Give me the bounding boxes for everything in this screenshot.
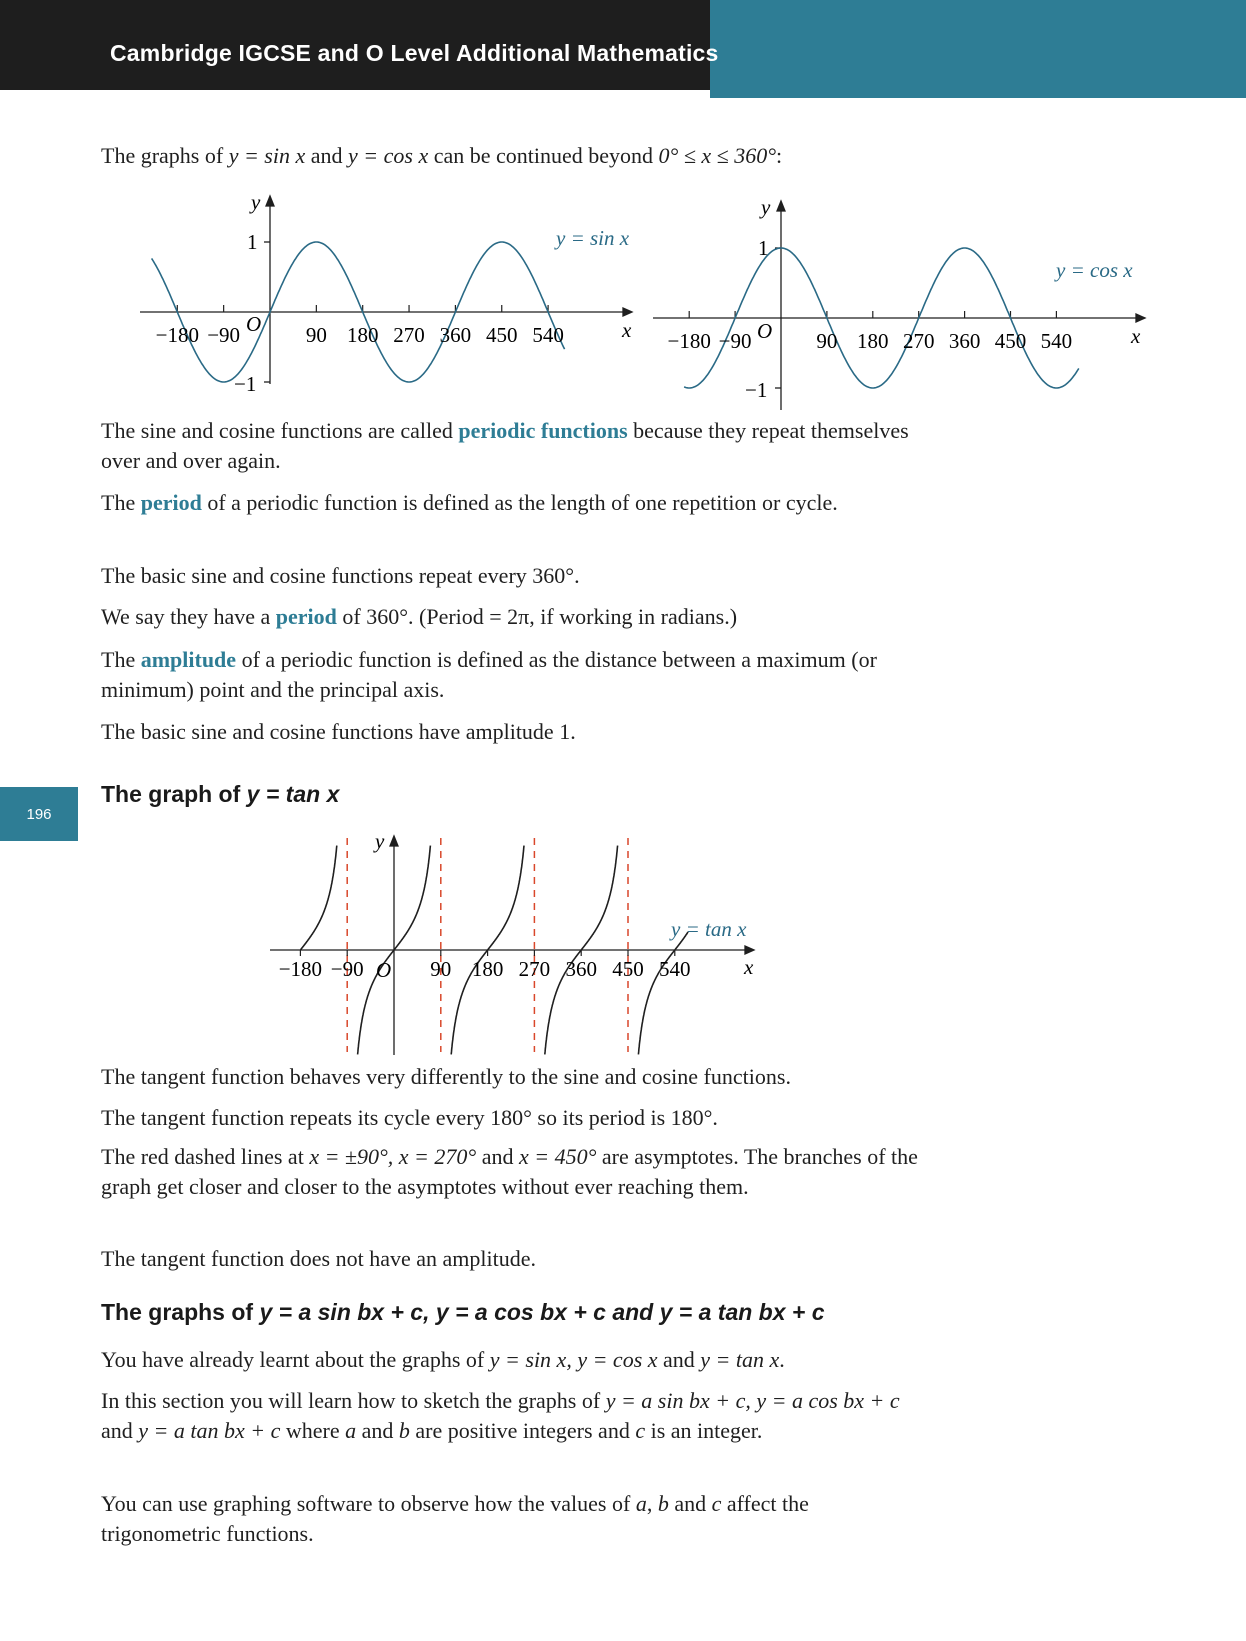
x-tick-label: 90 — [305, 323, 327, 347]
math: a — [635, 1491, 647, 1516]
text: We say they have a — [101, 604, 276, 629]
book-title: Cambridge IGCSE and O Level Additional Mathematics — [110, 40, 719, 66]
section-intro-paragraph — [101, 1386, 931, 1446]
x-tick-label: −180 — [278, 957, 323, 981]
intro-paragraph — [101, 141, 931, 171]
origin-label: O — [376, 958, 392, 982]
text: The graphs of — [101, 1299, 260, 1325]
x-tick-label: 270 — [518, 957, 551, 981]
math: x = 450° — [518, 1144, 597, 1169]
text: In this section you will learn how to sketch the graphs of — [101, 1388, 606, 1413]
y-axis-arrow — [390, 836, 398, 846]
text: and — [356, 1418, 399, 1443]
y-axis-label: y — [375, 829, 385, 853]
text: and — [657, 1347, 701, 1372]
y-axis-arrow — [266, 196, 274, 206]
math: c — [635, 1418, 646, 1443]
text: of a periodic function is defined as the length of one repetition or cycle. — [201, 490, 838, 515]
asymptotes-paragraph — [101, 1142, 931, 1202]
text: is an integer. — [645, 1418, 763, 1443]
math: 0° ≤ x ≤ 360° — [658, 143, 777, 168]
x-tick-label: 450 — [486, 323, 518, 347]
y-axis-label: y — [761, 195, 771, 219]
x-axis-arrow — [1136, 314, 1145, 322]
tan-graph-heading — [101, 781, 339, 808]
x-tick-label: 270 — [902, 329, 935, 353]
text: . — [779, 1347, 785, 1372]
text: You can use graphing software to observe how the values of — [101, 1491, 636, 1516]
math: x = ±90°, x = 270° — [309, 1144, 477, 1169]
math: b — [657, 1491, 669, 1516]
text: The red dashed lines at — [101, 1144, 310, 1169]
text: can be continued beyond — [428, 143, 659, 168]
text: are asymptotes. The branches of the graph get closer and closer to the asymptotes without ever reaching them. — [101, 1144, 918, 1199]
math: y = tan x — [700, 1347, 780, 1372]
x-tick-label: −90 — [718, 329, 752, 353]
tangent-branch — [638, 932, 688, 1055]
text: The graph of — [101, 781, 247, 807]
y-axis-arrow — [777, 201, 785, 211]
x-axis-label: x — [622, 318, 632, 342]
text: are positive integers and — [409, 1418, 636, 1443]
text: where — [280, 1418, 346, 1443]
tangent-branch — [301, 846, 337, 950]
x-tick-label: 360 — [948, 329, 981, 353]
no-amplitude-paragraph: The tangent function does not have an amplitude. — [101, 1246, 536, 1271]
sine-curve — [152, 242, 565, 382]
x-tick-label: −180 — [155, 323, 199, 347]
math: y = a sin bx + c, y = a cos bx + c — [259, 1299, 606, 1325]
math: y = a tan bx + c — [138, 1418, 281, 1443]
math: y = sin x — [228, 143, 306, 168]
cosine-curve — [684, 248, 1079, 388]
math: y = a sin bx + c, y = a cos bx + c — [605, 1388, 900, 1413]
transformed-graphs-heading — [101, 1299, 825, 1326]
header-accent-band — [710, 0, 1246, 98]
x-tick-label: 90 — [816, 329, 838, 353]
x-tick-label: 450 — [612, 957, 644, 981]
text: and — [668, 1491, 712, 1516]
math: y = cos x — [348, 143, 429, 168]
x-tick-label: 180 — [346, 323, 379, 347]
cosine-curve-label: y = cos x — [1056, 258, 1133, 282]
periodic-functions-paragraph — [101, 416, 931, 476]
x-tick-label: 540 — [1040, 329, 1073, 353]
text: because they repeat themselves over and over again. — [101, 418, 909, 473]
period-value-paragraph — [101, 602, 931, 632]
math: b — [398, 1418, 410, 1443]
text: of a periodic function is defined as the distance between a maximum (or minimum) point and the principal axis. — [101, 647, 877, 702]
text: affect the trigonometric functions. — [101, 1491, 809, 1546]
text: The graphs of — [101, 143, 229, 168]
keyword-period: period — [140, 490, 202, 515]
tangent-period-paragraph: The tangent function repeats its cycle every 180° so its period is 180°. — [101, 1105, 718, 1130]
x-tick-label: 270 — [393, 323, 425, 347]
keyword-period: period — [275, 604, 337, 629]
text: of 360°. (Period = 2π, if working in radians.) — [336, 604, 738, 629]
text: and — [605, 1299, 660, 1325]
x-tick-label: 180 — [857, 329, 889, 353]
math: y = sin x, y = cos x — [489, 1347, 658, 1372]
y-value-1: 1 — [247, 230, 258, 254]
text: : — [776, 143, 783, 168]
math: y = tan x — [246, 781, 340, 807]
tangent-curve-label: y = tan x — [671, 917, 747, 941]
text: and — [476, 1144, 519, 1169]
tangent-behaviour-paragraph: The tangent function behaves very differently to the sine and cosine functions. — [101, 1064, 791, 1089]
x-tick-label: 450 — [994, 329, 1027, 353]
x-tick-label: −90 — [330, 957, 364, 981]
page-number: 196 — [0, 787, 78, 841]
text: You have already learnt about the graphs of — [101, 1347, 490, 1372]
repeat-paragraph: The basic sine and cosine functions repeat every 360°. — [101, 563, 580, 588]
graphing-software-paragraph — [101, 1489, 931, 1549]
x-axis-arrow — [745, 946, 754, 954]
text: and — [305, 143, 349, 168]
math: c — [711, 1491, 722, 1516]
keyword-periodic-functions: periodic functions — [458, 418, 628, 443]
amplitude-value-paragraph: The basic sine and cosine functions have amplitude 1. — [101, 719, 576, 744]
x-tick-label: 90 — [430, 957, 452, 981]
sine-curve-label: y = sin x — [556, 226, 630, 250]
x-axis-arrow — [623, 308, 632, 316]
text: , — [646, 1491, 658, 1516]
tangent-branch — [545, 846, 618, 1055]
x-tick-label: −90 — [207, 323, 241, 347]
tangent-branch — [358, 846, 431, 1055]
text: The — [101, 490, 141, 515]
x-tick-label: 360 — [565, 957, 597, 981]
y-axis-label: y — [251, 190, 261, 214]
x-axis-label: x — [744, 955, 754, 979]
origin-label: O — [757, 319, 773, 343]
y-value-minus-1: −1 — [234, 372, 257, 396]
x-axis-label: x — [1131, 324, 1141, 348]
y-value-1: 1 — [758, 236, 769, 260]
x-tick-label: 360 — [439, 323, 472, 347]
text: and — [101, 1418, 139, 1443]
origin-label: O — [246, 312, 262, 336]
y-value-minus-1: −1 — [745, 378, 768, 402]
already-learnt-paragraph — [101, 1345, 931, 1375]
math: y = a tan bx + c — [659, 1299, 825, 1325]
x-tick-label: 180 — [471, 957, 504, 981]
keyword-amplitude: amplitude — [140, 647, 237, 672]
text: The — [101, 647, 141, 672]
x-tick-label: 540 — [532, 323, 564, 347]
text: The sine and cosine functions are called — [101, 418, 459, 443]
period-definition-paragraph — [101, 488, 931, 518]
math: a — [345, 1418, 357, 1443]
amplitude-definition-paragraph — [101, 645, 931, 705]
x-tick-label: −180 — [667, 329, 711, 353]
tangent-branch — [451, 846, 524, 1055]
x-tick-label: 540 — [659, 957, 691, 981]
